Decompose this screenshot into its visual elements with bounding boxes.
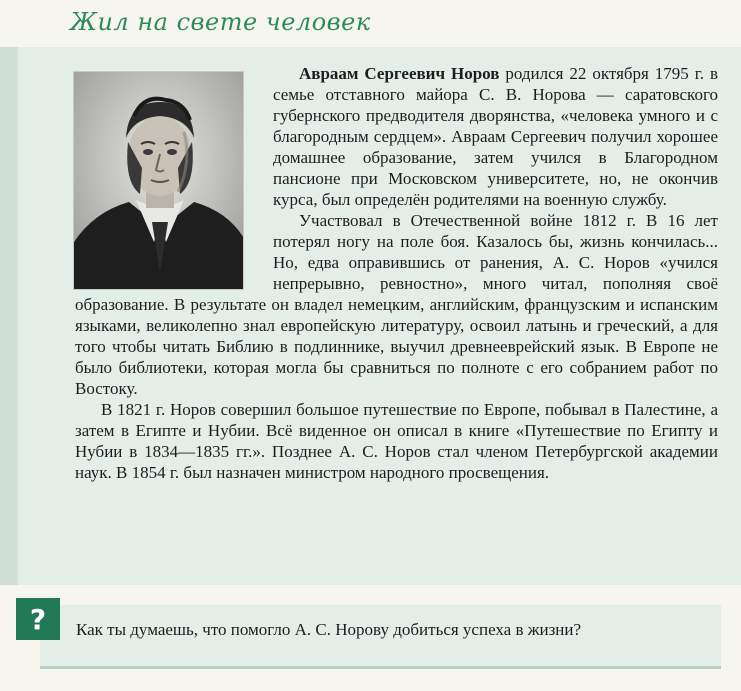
person-name: Авраам Сергеевич Норов — [299, 64, 500, 83]
portrait-image — [73, 71, 244, 290]
paragraph-2: Участвовал в Отечественной войне 1812 г. В 16 лет потерял ногу на поле боя. Казалось бы, жизнь кончилась... Но, едва оправившись от ранения, А. С. Норов «учился непрерывно, ревностно», много читал, пополняя своё образование. В результате он владел немецким, английским, французским и испанским языками, великолепно знал европейскую литературу, освоил латынь и греческий, а для того чтобы читать Библию в подлиннике, выучил древнееврейский язык. В Европе не было библиотеки, которая могла бы сравниться по полноте с его собранием работ по Востоку. — [75, 211, 718, 398]
portrait-engraving — [74, 72, 244, 290]
paragraph-3: В 1821 г. Норов совершил большое путешествие по Европе, побывал в Палестине, а затем в Египте и Нубии. Всё виденное он описал в книге «Путешествие по Египту и Нубии в 1834—1835 гг.». Позднее А. С. Норов стал членом Петербургской академии наук. В 1854 г. был назначен министром народного просвещения. — [75, 400, 718, 482]
question-icon: ? — [16, 598, 60, 640]
section-heading: Жил на свете человек — [70, 8, 371, 36]
paragraph-1-text: родился 22 октября 1795 г. в семье отставного майора С. В. Норова — саратовского губернского предводителя дворянства, «человека умного и с благородным сердцем». Авраам Сергеевич получил хорошее домашнее образование, затем учился в Благородном пансионе при Московском университете, но, не окончив курса, был определён родителями на военную службу. — [273, 64, 719, 209]
question-text: Как ты думаешь, что помогло А. С. Норову добиться успеха в жизни? — [76, 620, 582, 639]
